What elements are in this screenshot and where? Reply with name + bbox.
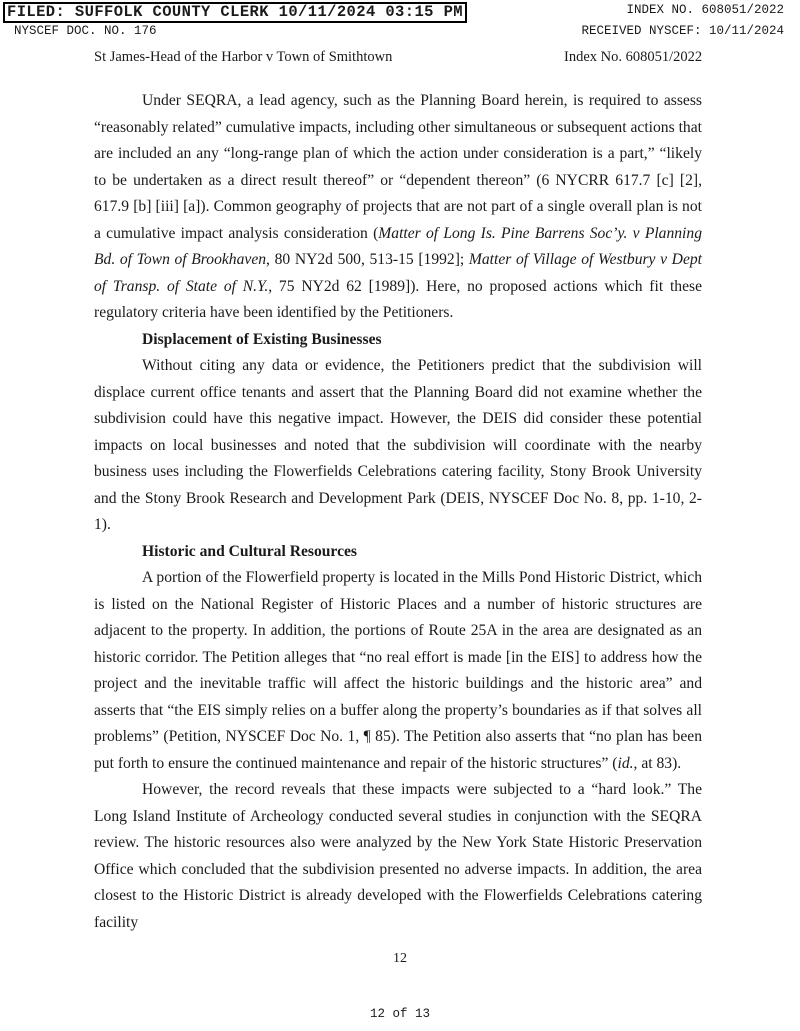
- received-date: RECEIVED NYSCEF: 10/11/2024: [581, 24, 784, 38]
- paragraph-displacement: Without citing any data or evidence, the Petitioners predict that the subdivision will displace current office tenants and assert that the Planning Board did not examine whether the subdivision could have this negative impact. However, the DEIS did consider these potential impacts on local businesses and noted that the subdivision will coordinate with the nearby business uses including the Flowerfields Celebrations catering facility, Stony Brook University and the Stony Brook Research and Development Park (DEIS, NYSCEF Doc No. 8, pp. 1-10, 2-1).: [94, 357, 702, 533]
- paragraph-text: , 80 NY2d 500, 513-15 [1992];: [266, 251, 469, 268]
- paragraph-text: , at 83).: [633, 754, 682, 772]
- citation-id: id.: [617, 754, 634, 772]
- document-body: [94, 88, 702, 936]
- page-number: 12: [393, 951, 407, 966]
- case-caption: St James-Head of the Harbor v Town of Smithtown: [94, 49, 393, 65]
- nyscef-doc-number: NYSCEF DOC. NO. 176: [14, 24, 157, 38]
- case-citation: Matter of Village of Westbury v Dept of Transp. of State of N.Y.: [94, 251, 702, 295]
- paragraph-text: , 75 NY2d 62 [1989]). Here, no proposed actions which fit these regulatory criteria have been identified by the Petitioners.: [94, 277, 702, 321]
- paragraph-hard-look: However, the record reveals that these impacts were subjected to a “hard look.” The Long Island Institute of Archeology conducted several studies in conjunction with the SEQRA review. The historic resources also were analyzed by the New York State Historic Preservation Office which concluded that the subdivision presented no adverse impacts. In addition, the area closest to the Historic District is already developed with the Flowerfields Celebrations catering facility: [94, 781, 702, 931]
- page-count: 12 of 13: [369, 1007, 430, 1021]
- section-heading-displacement: Displacement of Existing Businesses: [142, 330, 382, 348]
- caption-index-number: Index No. 608051/2022: [564, 49, 703, 65]
- paragraph-text: Under SEQRA, a lead agency, such as the Planning Board herein, is required to assess “reasonably related” cumulative impacts, including other simultaneous or subsequent actions that are included an any “long-range plan of which the action under consideration is a part,” “likely to be undertaken as a direct result thereof” or “dependent thereon” (6 NYCRR 617.7 [c] [2], 617.9 [b] [iii] [a]). Common geography of projects that are not part of a single overall plan is not a cumulative impact analysis consideration (: [94, 92, 702, 242]
- paragraph-text: A portion of the Flowerfield property is located in the Mills Pond Historic District, which is listed on the National Register of Historic Places and a number of historic structures are adjacent to the property. In addition, the portions of Route 25A in the area are designated as an historic corridor. The Petition alleges that “no real effort is made [in the EIS] to address how the project and the inevitable traffic will affect the historic buildings and the historic area” and asserts that “the EIS simply relies on a buffer along the property’s boundaries as if that solves all problems” (Petition, NYSCEF Doc No. 1, ¶ 85). The Petition also asserts that “no plan has been put forth to ensure the continued maintenance and repair of the historic structures” (: [94, 569, 702, 772]
- paragraph-historic-resources: [94, 565, 702, 777]
- paragraph-cumulative-impacts: [94, 88, 702, 327]
- section-heading-historic: Historic and Cultural Resources: [142, 542, 357, 560]
- index-number-header: INDEX NO. 608051/2022: [626, 3, 784, 17]
- filed-stamp: FILED: SUFFOLK COUNTY CLERK 10/11/2024 03:15 PM: [3, 2, 467, 23]
- case-citation: Matter of Long Is. Pine Barrens Soc’y. v Planning Bd. of Town of Brookhaven: [94, 224, 702, 268]
